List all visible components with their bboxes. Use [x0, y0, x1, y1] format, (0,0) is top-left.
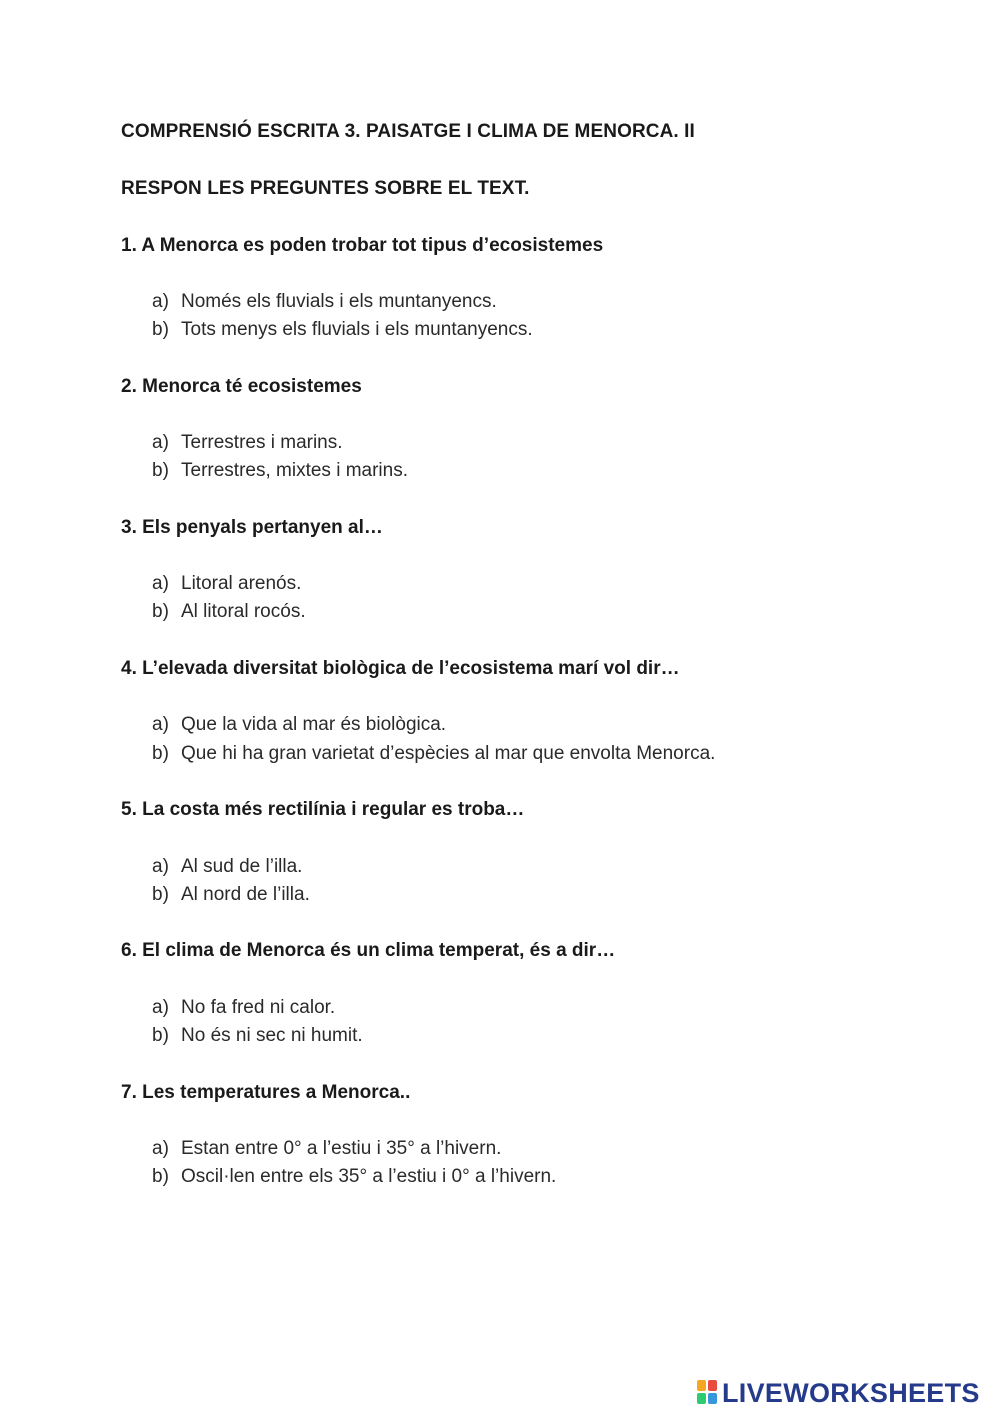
question-5: 5. La costa més rectilínia i regular es troba…: [121, 799, 525, 820]
option-text: Que la vida al mar és biològica.: [181, 714, 447, 735]
question-1: 1. A Menorca es poden trobar tot tipus d’ecosistemes: [121, 235, 604, 256]
option-text: Terrestres i marins.: [181, 432, 343, 453]
option-4b[interactable]: [152, 743, 715, 765]
option-text: No fa fred ni calor.: [181, 997, 336, 1018]
question-2: 2. Menorca té ecosistemes: [121, 376, 362, 397]
option-3a[interactable]: [152, 573, 301, 595]
option-letter: b): [152, 460, 169, 481]
liveworksheets-logo-text: LIVEWORKSHEETS: [722, 1377, 980, 1408]
option-letter: a): [152, 1138, 169, 1159]
option-text: Al sud de l’illa.: [181, 856, 303, 877]
question-3: 3. Els penyals pertanyen al…: [121, 517, 383, 538]
option-7a[interactable]: [152, 1138, 501, 1160]
liveworksheets-logo-icon: [697, 1380, 719, 1406]
option-3b[interactable]: [152, 601, 306, 623]
question-7: 7. Les temperatures a Menorca..: [121, 1082, 411, 1103]
option-2a[interactable]: [152, 432, 343, 454]
option-7b[interactable]: [152, 1166, 556, 1188]
option-1b[interactable]: [152, 319, 533, 341]
option-letter: a): [152, 714, 169, 735]
option-text: Al litoral rocós.: [181, 601, 306, 622]
page-title: COMPRENSIÓ ESCRITA 3. PAISATGE I CLIMA DE MENORCA. II: [121, 121, 695, 142]
option-text: Que hi ha gran varietat d’espècies al mar que envolta Menorca.: [181, 743, 716, 764]
option-letter: b): [152, 743, 169, 764]
option-letter: a): [152, 573, 169, 594]
option-1a[interactable]: [152, 291, 497, 313]
option-letter: a): [152, 291, 169, 312]
option-6a[interactable]: [152, 997, 335, 1019]
option-letter: b): [152, 1166, 169, 1187]
option-letter: b): [152, 884, 169, 905]
option-letter: b): [152, 601, 169, 622]
question-6: 6. El clima de Menorca és un clima temperat, és a dir…: [121, 940, 616, 961]
option-letter: b): [152, 1025, 169, 1046]
liveworksheets-logo[interactable]: [697, 1377, 980, 1409]
question-4: 4. L’elevada diversitat biològica de l’ecosistema marí vol dir…: [121, 658, 680, 679]
option-text: Terrestres, mixtes i marins.: [181, 460, 408, 481]
instruction: RESPON LES PREGUNTES SOBRE EL TEXT.: [121, 178, 530, 199]
option-text: Estan entre 0° a l’estiu i 35° a l’hivern.: [181, 1138, 502, 1159]
option-6b[interactable]: [152, 1025, 363, 1047]
option-letter: b): [152, 319, 169, 340]
option-text: Oscil·len entre els 35° a l’estiu i 0° a l’hivern.: [181, 1166, 557, 1187]
option-letter: a): [152, 432, 169, 453]
option-letter: a): [152, 856, 169, 877]
option-text: Litoral arenós.: [181, 573, 302, 594]
option-text: Només els fluvials i els muntanyencs.: [181, 291, 497, 312]
option-text: No és ni sec ni humit.: [181, 1025, 363, 1046]
option-letter: a): [152, 997, 169, 1018]
option-5a[interactable]: [152, 856, 302, 878]
option-2b[interactable]: [152, 460, 408, 482]
option-4a[interactable]: [152, 714, 446, 736]
option-text: Al nord de l’illa.: [181, 884, 310, 905]
option-text: Tots menys els fluvials i els muntanyencs.: [181, 319, 533, 340]
option-5b[interactable]: [152, 884, 310, 906]
